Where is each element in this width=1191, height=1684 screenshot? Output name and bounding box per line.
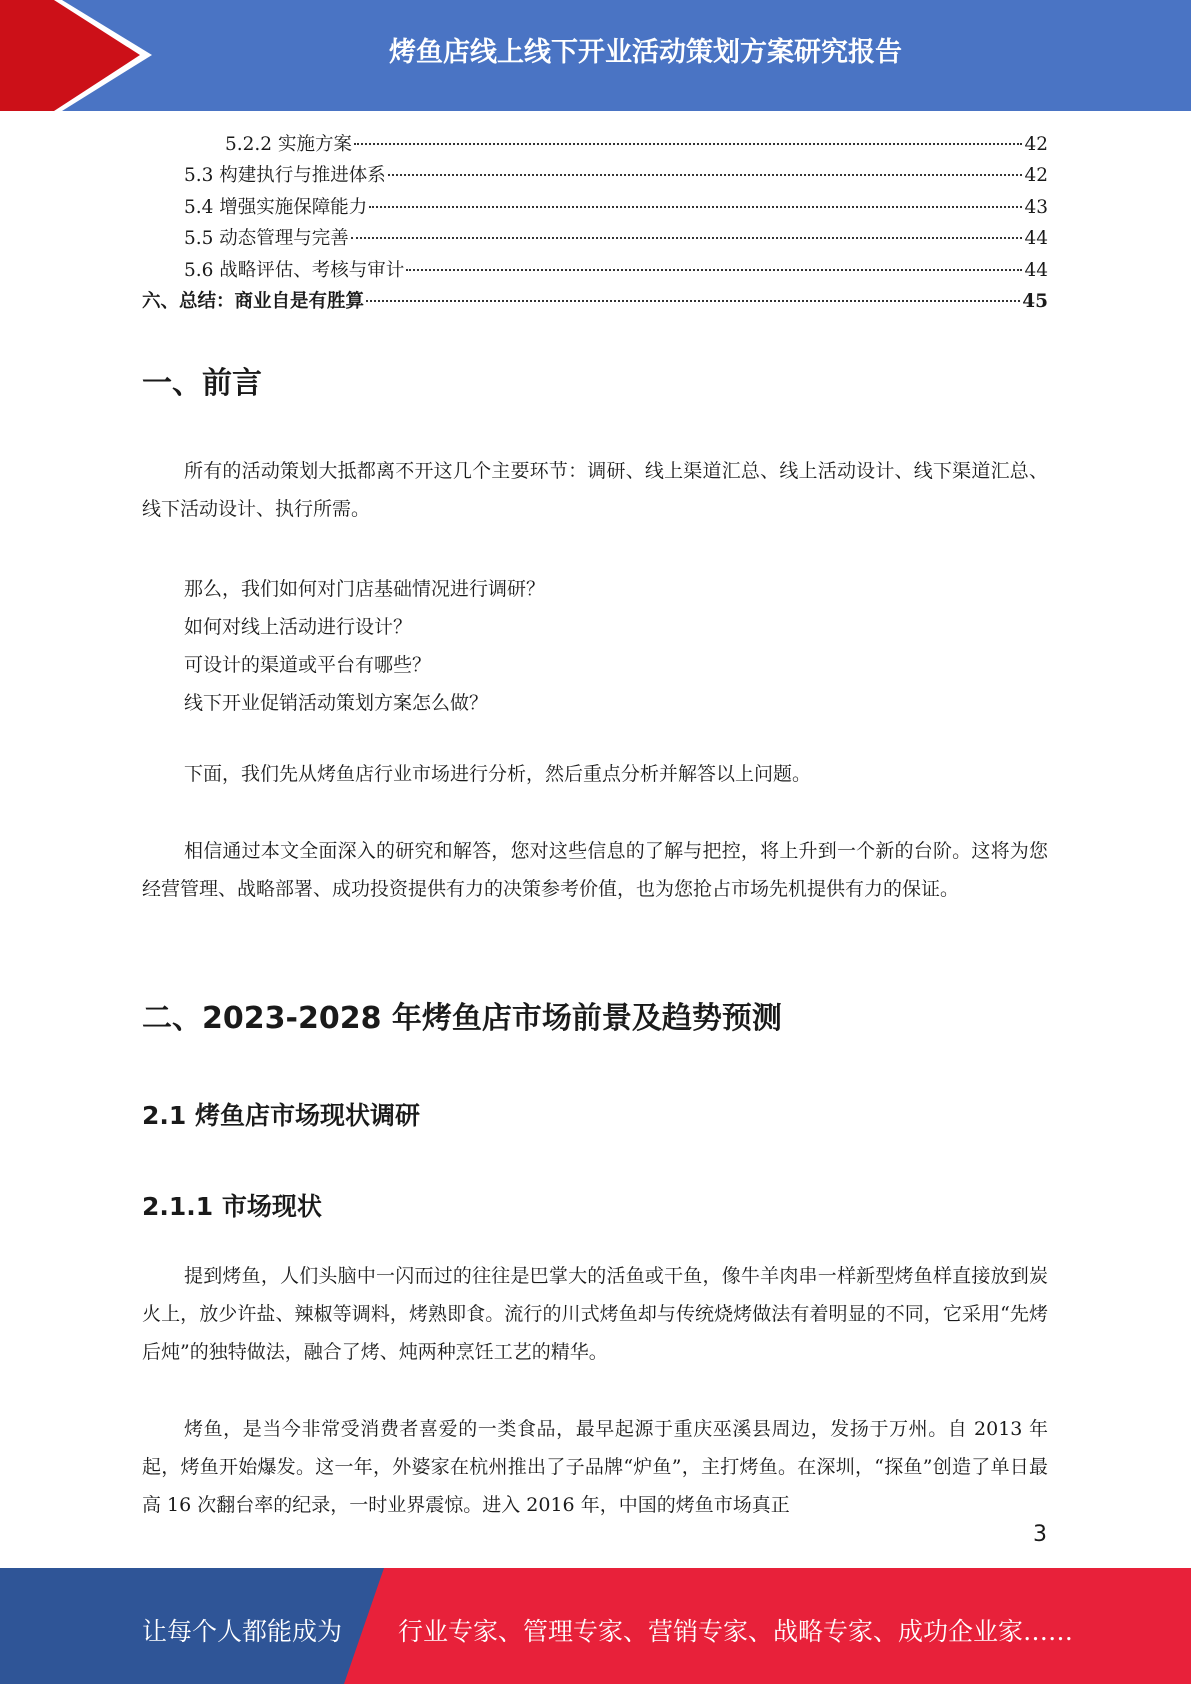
toc-leader [388, 174, 1023, 176]
preface-paragraph-2: 下面，我们先从烤鱼店行业市场进行分析，然后重点分析并解答以上问题。 [184, 763, 812, 785]
toc-page: 42 [1024, 165, 1048, 187]
toc-page: 45 [1022, 290, 1048, 312]
question-line: 线下开业促销活动策划方案怎么做？ [184, 692, 489, 714]
question-line: 可设计的渠道或平台有哪些？ [184, 654, 432, 676]
toc-entry[interactable] [142, 287, 1048, 318]
toc-label: 5.3 构建执行与推进体系 [184, 165, 386, 187]
toc-page: 42 [1024, 134, 1048, 155]
footer-slogan-left: 让每个人都能成为 [142, 1617, 343, 1646]
market-heading: 二、2023-2028 年烤鱼店市场前景及趋势预测 [142, 1001, 782, 1036]
market-paragraph-1: 提到烤鱼，人们头脑中一闪而过的往往是巴掌大的活鱼或干鱼，像牛羊肉串一样新型烤鱼样直接放到炭火上，放少许盐、辣椒等调料，烤熟即食。流行的川式烤鱼却与传统烧烤做法有着明显的不同，它采用“先烤后炖”的独特做法，融合了烤、炖两种烹饪工艺的精华。 [142, 1265, 1048, 1363]
toc-entry[interactable] [142, 161, 1048, 192]
preface-heading: 一、前言 [142, 366, 262, 401]
toc-label: 六、总结：商业自是有胜算 [142, 290, 365, 312]
page-footer [0, 1568, 1191, 1684]
market-paragraph-2: 烤鱼，是当今非常受消费者喜爱的一类食品，最早起源于重庆巫溪县周边，发扬于万州。自 2013 年起，烤鱼开始爆发。这一年，外婆家在杭州推出了子品牌“炉鱼”，主打烤鱼。在深圳，“探鱼”创造了单日最高 16 次翻台率的纪录，一时业界震惊。进入 2016 年，中国的烤鱼市场真正 [142, 1418, 1048, 1516]
toc-label: 5.5 动态管理与完善 [184, 228, 349, 250]
preface-paragraph-3: 相信通过本文全面深入的研究和解答，您对这些信息的了解与把控，将上升到一个新的台阶。这将为您经营管理、战略部署、成功投资提供有力的决策参考价值，也为您抢占市场先机提供有力的保证。 [142, 840, 1048, 900]
toc-page: 44 [1024, 228, 1048, 250]
subsection-heading: 2.1 烤鱼店市场现状调研 [142, 1101, 420, 1130]
toc-leader [369, 206, 1022, 208]
toc-leader [354, 143, 1023, 145]
toc-entry[interactable] [142, 193, 1048, 224]
toc-label: 5.4 增强实施保障能力 [184, 196, 368, 218]
subsubsection-heading: 2.1.1 市场现状 [142, 1192, 322, 1221]
footer-slogan-right: 行业专家、管理专家、营销专家、战略专家、成功企业家…… [398, 1617, 1074, 1646]
toc-leader [406, 269, 1022, 271]
report-title: 烤鱼店线上线下开业活动策划方案研究报告 [389, 37, 902, 68]
page-header [0, 0, 1191, 111]
preface-paragraph-1: 所有的活动策划大抵都离不开这几个主要环节：调研、线上渠道汇总、线上活动设计、线下渠道汇总、线下活动设计、执行所需。 [142, 460, 1048, 520]
toc-label: 5.6 战略评估、考核与审计 [184, 259, 405, 281]
table-of-contents [142, 130, 1048, 318]
toc-entry[interactable] [142, 130, 1048, 161]
page-number: 3 [1033, 1522, 1047, 1547]
toc-entry[interactable] [142, 224, 1048, 255]
question-line: 那么，我们如何对门店基础情况进行调研？ [184, 578, 546, 600]
toc-leader [351, 237, 1023, 239]
toc-leader [366, 300, 1020, 302]
toc-label: 5.2.2 实施方案 [225, 134, 352, 155]
question-line: 如何对线上活动进行设计？ [184, 616, 413, 638]
toc-page: 44 [1024, 259, 1048, 281]
toc-entry[interactable] [142, 256, 1048, 287]
toc-page: 43 [1024, 196, 1048, 218]
